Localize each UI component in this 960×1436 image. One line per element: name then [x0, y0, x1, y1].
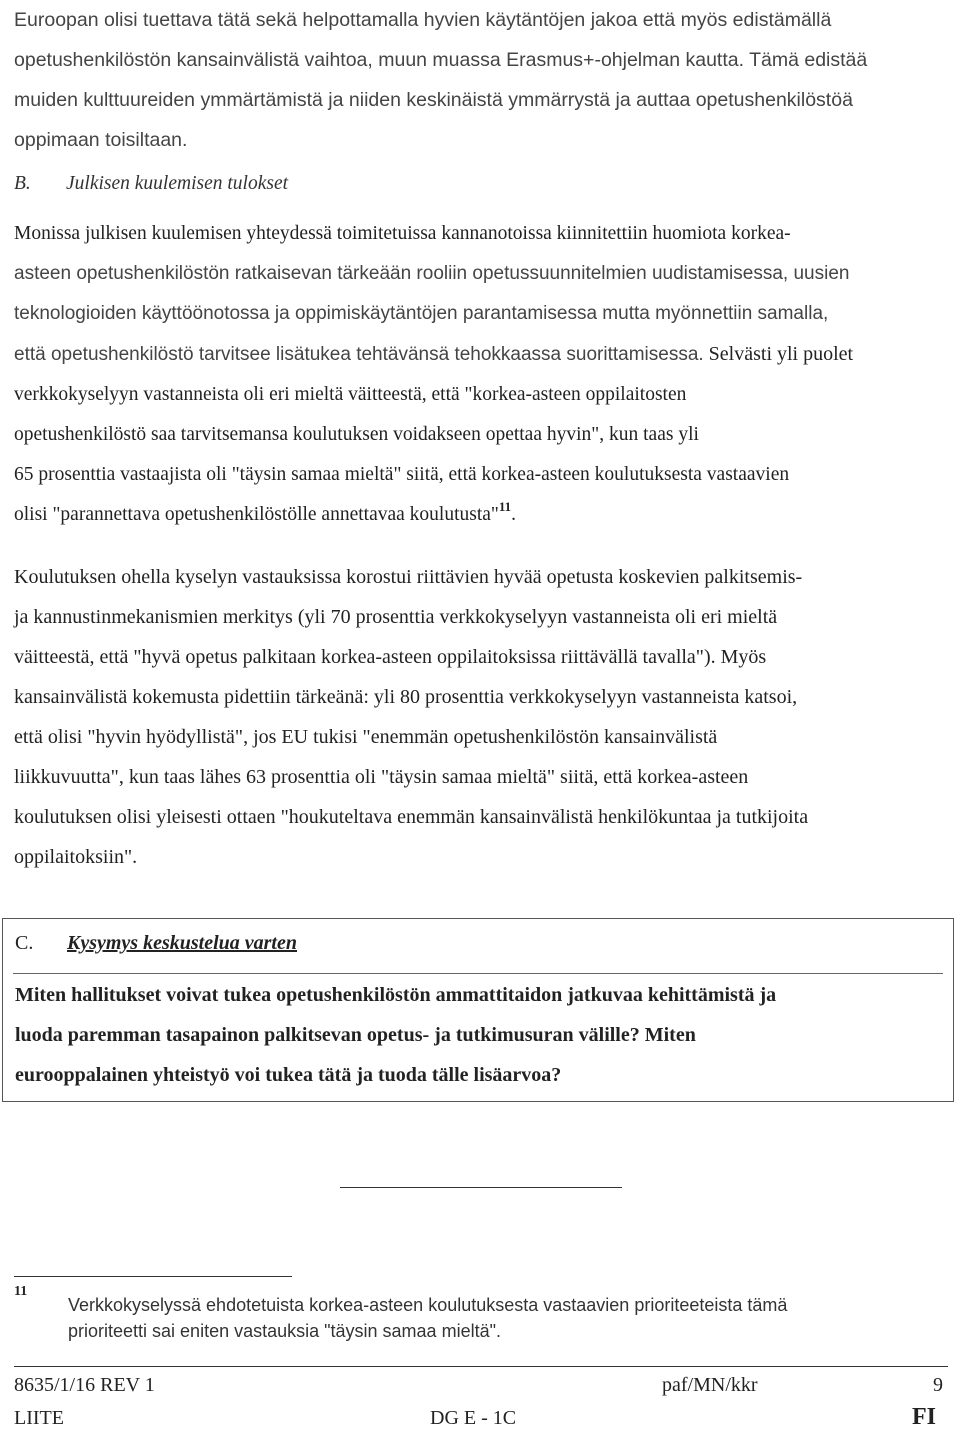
text-line: Monissa julkisen kuulemisen yhteydessä toimitetuissa kannanotoissa kiinnitettiin huomiota korkea-	[14, 223, 791, 244]
language-code: FI	[912, 1404, 936, 1430]
text-line: opetushenkilöstön kansainvälistä vaihtoa, muun muassa Erasmus+-ohjelman kautta. Tämä edistää	[14, 49, 868, 71]
consultation-results-paragraph	[14, 214, 954, 535]
text-line: prioriteetti sai eniten vastauksia "täysin samaa mieltä".	[68, 1321, 501, 1341]
training-paragraph	[14, 557, 954, 877]
text-line: opetushenkilöstö saa tarvitsemansa koulutuksen voidakseen opettaa hyvin", kun taas yli	[14, 424, 699, 445]
box-heading	[15, 923, 297, 963]
directorate-label: DG E - 1C	[430, 1407, 517, 1429]
text-line: 65 prosenttia vastaajista oli "täysin samaa mieltä" siitä, että korkea-asteen koulutuksesta vastaavien	[14, 464, 790, 485]
text-line: muiden kulttuureiden ymmärtämistä ja niiden keskinäistä ymmärrystä ja auttaa opetushenkilöstöä	[14, 89, 853, 111]
text-run: Selvästi yli puolet	[703, 343, 854, 365]
footnote-reference[interactable]: 11	[498, 499, 512, 514]
section-letter: C.	[15, 932, 34, 954]
section-b-heading	[14, 164, 288, 204]
text-line: verkkokyselyyn vastanneista oli eri mieltä väitteestä, että "korkea-asteen oppilaitosten	[14, 384, 687, 405]
text-line: ja kannustinmekanismien merkitys (yli 70 prosenttia verkkokyselyyn vastanneista oli eri mieltä	[14, 606, 778, 628]
text-line: liikkuvuutta", kun taas lähes 63 prosenttia oli "täysin samaa mieltä" siitä, että korkea-asteen	[14, 766, 749, 788]
text-line	[14, 334, 954, 375]
footer-divider	[14, 1366, 948, 1367]
text-line: asteen opetushenkilöstön ratkaisevan tärkeään rooliin opetussuunnitelmien uudistamisessa, uusien	[14, 263, 850, 284]
text-run: olisi "parannettava opetushenkilöstölle annettavaa koulutusta"	[14, 504, 499, 525]
text-line: väitteestä, että "hyvä opetus palkitaan korkea-asteen oppilaitoksissa riittävällä tavalla"). Myös	[14, 646, 767, 668]
document-reference: 8635/1/16 REV 1	[14, 1374, 155, 1396]
page-number: 9	[933, 1374, 943, 1396]
footnote-text	[68, 1292, 928, 1344]
text-line	[14, 495, 954, 535]
divider	[13, 973, 943, 974]
text-line: Miten hallitukset voivat tukea opetushenkilöstön ammattitaidon jatkuvaa kehittämistä ja	[15, 984, 777, 1006]
separator-line	[340, 1187, 622, 1188]
text-run: .	[511, 504, 517, 525]
discussion-question-box	[2, 918, 954, 1102]
annex-label: LIITE	[14, 1407, 64, 1429]
text-line: kansainvälistä kokemusta pidettiin tärkeänä: yli 80 prosenttia verkkokyselyyn vastanneista katsoi,	[14, 686, 798, 708]
section-title: Julkisen kuulemisen tulokset	[66, 173, 289, 194]
text-line: oppilaitoksiin".	[14, 846, 138, 868]
footnote-number: 11	[14, 1284, 28, 1299]
text-line: Euroopan olisi tuettava tätä sekä helpottamalla hyvien käytäntöjen jakoa että myös edistämällä	[14, 9, 832, 31]
text-line: teknologioiden käyttöönotossa ja oppimiskäytäntöjen parantamisessa mutta myönnettiin samalla,	[14, 303, 829, 324]
intro-paragraph	[14, 0, 949, 160]
text-line: luoda paremman tasapainon palkitsevan opetus- ja tutkimusuran välille? Miten	[15, 1024, 696, 1046]
discussion-question	[15, 975, 935, 1095]
text-line: eurooppalainen yhteistyö voi tukea tätä ja tuoda tälle lisäarvoa?	[15, 1064, 562, 1086]
text-line: oppimaan toisiltaan.	[14, 129, 188, 151]
text-line: Koulutuksen ohella kyselyn vastauksissa korostui riittävien hyvää opetusta koskevien palkitsemis-	[14, 566, 803, 588]
text-line: Verkkokyselyssä ehdotetuista korkea-asteen koulutuksesta vastaavien prioriteeteista tämä	[68, 1295, 788, 1315]
footnote-separator	[14, 1276, 292, 1277]
section-title: Kysymys keskustelua varten	[67, 932, 297, 954]
text-run: että opetushenkilöstö tarvitsee lisätukea tehtävänsä tehokkaassa suorittamisessa.	[14, 344, 704, 365]
text-line: että olisi "hyvin hyödyllistä", jos EU tukisi "enemmän opetushenkilöstön kansainvälistä	[14, 726, 718, 748]
section-letter: B.	[14, 173, 31, 194]
author-initials: paf/MN/kkr	[662, 1374, 758, 1396]
text-line: koulutuksen olisi yleisesti ottaen "houkuteltava enemmän kansainvälistä henkilökuntaa ja tutkijoita	[14, 806, 809, 828]
